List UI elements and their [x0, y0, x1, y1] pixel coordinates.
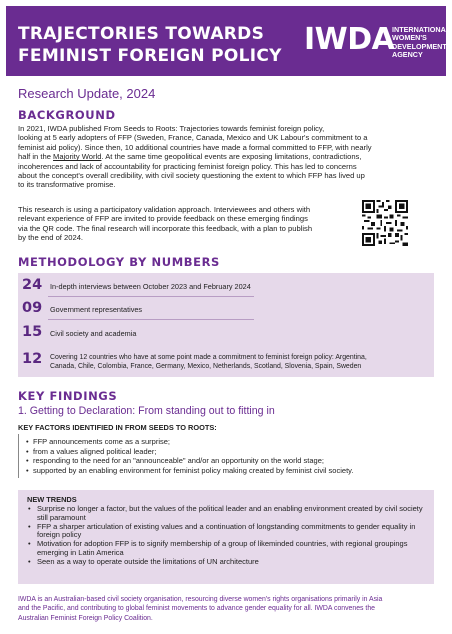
- stat-label: [50, 353, 430, 371]
- text-span: half in the: [18, 152, 54, 162]
- list-item: • Seen as a way to operate outside the limitations of UN architecture: [37, 558, 429, 567]
- stat-label-line: Covering 12 countries who have at some point made a commitment to feminist foreign policy: Argentina,: [50, 354, 367, 361]
- text-line: relevant experience of FFP are invited to provide feedback on these emerging findings: [18, 214, 308, 224]
- background-paragraph-2: [18, 205, 358, 243]
- trends-list: [27, 505, 429, 567]
- finding-subheading: 1. Getting to Declaration: From standing out to fitting in: [18, 405, 275, 417]
- stat-number: 09: [22, 300, 43, 316]
- methodology-stats-box: [18, 273, 434, 377]
- stat-number: 15: [22, 324, 43, 340]
- text-line: This research is using a participatory validation approach. Interviewees and others with: [18, 205, 311, 214]
- header-banner: [6, 6, 451, 76]
- logo-wordmark: IWDA: [304, 22, 395, 57]
- text-line: about the concept's overall credibility, with civil society questioning the extent to which FFP has lived up: [18, 171, 365, 181]
- qr-code-icon[interactable]: [362, 200, 408, 246]
- key-findings-heading: KEY FINDINGS: [18, 389, 118, 403]
- stat-label: Civil society and academia: [50, 329, 137, 338]
- stat-divider: [48, 319, 254, 320]
- stat-label-line: Canada, Chile, Colombia, France, Germany, Mexico, Netherlands, Scotland, Slovenia, Spain, Sweden: [50, 363, 362, 370]
- stat-label: Government representatives: [50, 305, 143, 314]
- text-span: . At the same time geopolitical events are exposing limitations, contradictions,: [101, 152, 362, 162]
- text-line: via the QR code. The final research will incorporate this feedback, with a plan to publish: [18, 223, 313, 233]
- list-item: • from a values aligned political leader;: [33, 447, 434, 457]
- factors-list: [18, 434, 434, 478]
- logo-tagline-line: INTERNATIONAL: [392, 25, 451, 34]
- subtitle: Research Update, 2024: [18, 86, 156, 101]
- footer-line: Australian Feminist Foreign Policy Coalition.: [18, 614, 153, 622]
- list-item: • Motivation for adoption FFP is to signify membership of a group of likeminded countries, with regional groupings emerging in Latin America: [37, 540, 429, 557]
- footer-line: and the Pacific, and contributing to global feminist movements to advance gender equality for all. IWDA convenes the: [18, 605, 375, 613]
- footer-text: [18, 595, 436, 623]
- text-line: feminist aid policy). Since then, 10 additional countries have made a formal committed to FFP, with nearly: [18, 142, 372, 152]
- iwda-logo: [304, 20, 451, 64]
- logo-tagline: [392, 26, 450, 59]
- background-heading: BACKGROUND: [18, 108, 116, 122]
- majority-world-link[interactable]: Majority World: [53, 152, 102, 162]
- logo-tagline-line: AGENCY: [392, 49, 423, 59]
- stat-number: 12: [22, 351, 43, 367]
- text-line: [18, 152, 438, 161]
- list-item: • FFP a sharper articulation of existing values and a continuation of longstanding commitments to gender equality in foreign policy: [37, 523, 429, 540]
- title-line-1: TRAJECTORIES TOWARDS: [18, 24, 265, 44]
- stat-label: In-depth interviews between October 2023 and February 2024: [50, 282, 251, 291]
- list-item: • supported by an enabling environment for feminist policy making created by feminist civil society.: [33, 466, 434, 476]
- title-line-2: FEMINIST FOREIGN POLICY: [18, 46, 282, 66]
- text-line: looking at 5 early adopters of FFP (Sweden, France, Canada, Mexico and UK Labour's commitment to a: [18, 133, 368, 143]
- footer-line: IWDA is an Australian-based civil society organisation, resourcing diverse women's rights organisations primarily in Asia: [18, 596, 383, 603]
- text-line: In 2021, IWDA published From Seeds to Roots: Trajectories towards feminist foreign policy,: [18, 124, 325, 133]
- background-paragraph-1: [18, 124, 438, 190]
- trends-heading: NEW TRENDS: [27, 495, 77, 504]
- list-item: • FFP announcements come as a surprise;: [33, 437, 434, 447]
- logo-tagline-line: DEVELOPMENT: [392, 41, 447, 51]
- page-title: [18, 23, 282, 67]
- new-trends-box: [18, 490, 434, 584]
- text-line: to its transformative promise.: [18, 180, 116, 190]
- factors-caption: KEY FACTORS IDENTIFIED IN FROM SEEDS TO ROOTS:: [18, 423, 217, 432]
- stat-divider: [48, 296, 254, 297]
- stat-number: 24: [22, 277, 43, 293]
- text-line: incoherences and lack of accountability for practicing feminist foreign policy. This has led to concerns: [18, 161, 357, 171]
- list-item: • responding to the need for an "announceable" and/or an opportunity on the world stage;: [33, 456, 434, 466]
- logo-tagline-line: WOMEN'S: [392, 33, 427, 43]
- methodology-heading: METHODOLOGY BY NUMBERS: [18, 255, 220, 269]
- text-line: by the end of 2024.: [18, 233, 84, 243]
- list-item: • Surprise no longer a factor, but the values of the political leader and an enabling environment created by civil society still paramount: [37, 505, 429, 522]
